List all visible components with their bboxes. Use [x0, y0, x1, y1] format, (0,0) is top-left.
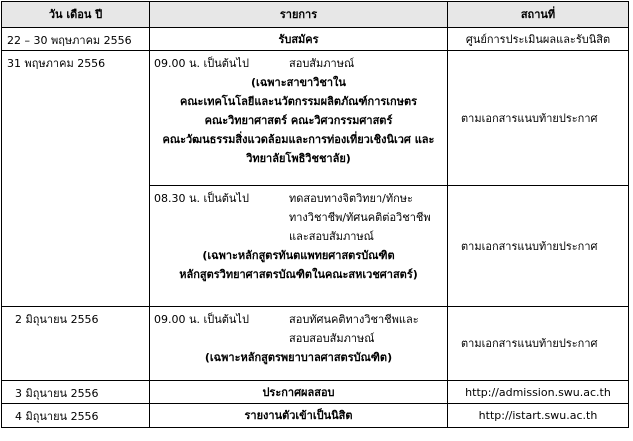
note-line: (เฉพาะสาขาวิชาใน: [251, 76, 346, 89]
header-place: สถานที่: [448, 2, 629, 28]
date-cell: 22 – 30 พฤษภาคม 2556: [2, 28, 150, 51]
place-cell: ตามเอกสารแนบท้ายประกาศ: [448, 186, 629, 307]
time-line: [150, 310, 447, 329]
place-cell: ตามเอกสารแนบท้ายประกาศ: [448, 307, 629, 381]
activity-text: และสอบสัมภาษณ์: [289, 230, 374, 243]
item-cell: รายงานตัวเข้าเป็นนิสิต: [150, 404, 448, 428]
note-line: คณะเทคโนโลยีและนวัตกรรมผลิตภัณฑ์การเกษตร: [179, 95, 418, 108]
note-line: (เฉพาะหลักสูตรพยาบาลศาสตรบัณฑิต): [204, 351, 393, 364]
header-date: วัน เดือน ปี: [2, 2, 150, 28]
table-row: [2, 381, 629, 404]
place-cell: http://admission.swu.ac.th: [448, 381, 629, 404]
note-line: (เฉพาะหลักสูตรทันตแพทยศาสตรบัณฑิต: [202, 249, 395, 262]
table-row: [2, 307, 629, 381]
item-cell: [150, 51, 448, 186]
table-row: [2, 51, 629, 186]
activity-line: [150, 227, 447, 246]
note-line: หลักสูตรวิทยาศาสตรบัณฑิตในคณะสหเวชศาสตร์): [179, 268, 418, 281]
activity-text: สอบทัศนคติทางวิชาชีพและ: [289, 313, 419, 326]
item-cell: [150, 186, 448, 307]
date-cell: 4 มิถุนายน 2556: [2, 404, 150, 428]
item-cell: รับสมัคร: [150, 28, 448, 51]
time-line: [150, 54, 447, 73]
item-cell: ประกาศผลสอบ: [150, 381, 448, 404]
time-text: 09.00 น. เป็นต้นไป: [154, 313, 249, 326]
place-cell: ศูนย์การประเมินผลและรับนิสิต: [448, 28, 629, 51]
activity-line: [150, 208, 447, 227]
note-line: คณะวัฒนธรรมสิ่งแวดล้อมและการท่องเที่ยวเชิงนิเวศ และ: [162, 133, 435, 146]
activity-text: ทางวิชาชีพ/ทัศนคติต่อวิชาชีพ: [289, 211, 431, 224]
schedule-table: [1, 1, 629, 428]
time-text: 09.00 น. เป็นต้นไป: [154, 57, 249, 70]
time-text: 08.30 น. เป็นต้นไป: [154, 192, 249, 205]
activity-text: ทดสอบทางจิตวิทยา/ทักษะ: [289, 192, 413, 205]
table-row: [2, 404, 629, 428]
activity-text: สอบสัมภาษณ์: [289, 57, 355, 70]
header-row: [2, 2, 629, 28]
note-line: วิทยาลัยโพธิวิชชาลัย): [246, 152, 351, 165]
header-item: รายการ: [150, 2, 448, 28]
date-cell: 2 มิถุนายน 2556: [2, 307, 150, 381]
activity-text: สอบสอบสัมภาษณ์: [289, 332, 375, 345]
table-row: [2, 28, 629, 51]
place-cell: ตามเอกสารแนบท้ายประกาศ: [448, 51, 629, 186]
date-cell: 31 พฤษภาคม 2556: [2, 51, 150, 307]
date-cell: 3 มิถุนายน 2556: [2, 381, 150, 404]
place-cell: http://istart.swu.ac.th: [448, 404, 629, 428]
note-line: คณะวิทยาศาสตร์ คณะวิศวกรรมศาสตร์: [204, 114, 393, 127]
item-cell: [150, 307, 448, 381]
activity-line: [150, 329, 447, 348]
time-line: [150, 189, 447, 208]
